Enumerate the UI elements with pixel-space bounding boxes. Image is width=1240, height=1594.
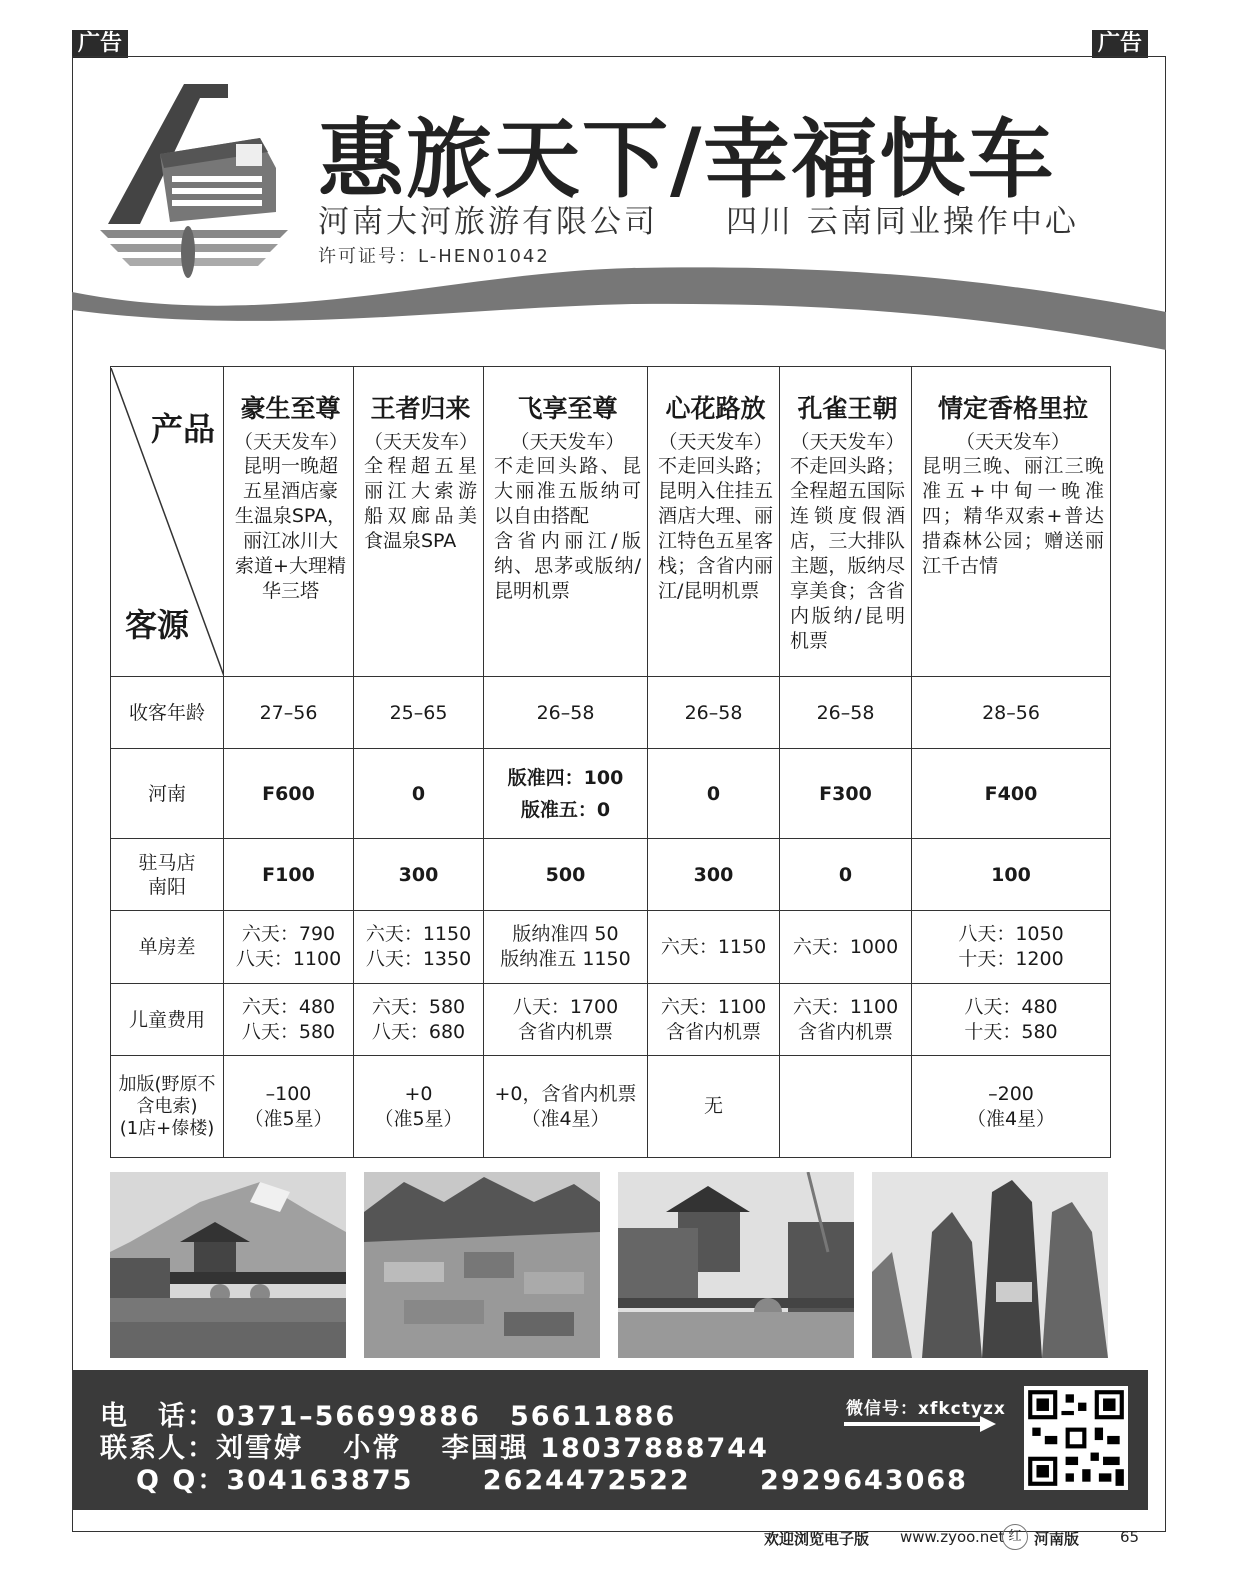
age-cell: 25–65 — [354, 677, 484, 749]
product-daily: （天天发车） — [510, 431, 625, 453]
child-fee-cell: 八天：480 十天：580 — [912, 984, 1111, 1056]
age-cell: 28–56 — [912, 677, 1111, 749]
product-daily: （天天发车） — [364, 431, 479, 453]
age-cell: 26–58 — [648, 677, 780, 749]
photo-old-town — [618, 1172, 854, 1358]
ad-title: 惠旅天下/幸福快车 — [318, 110, 1056, 210]
product-name: 情定香格里拉 — [937, 394, 1088, 423]
company-name: 河南大河旅游有限公司 — [318, 204, 658, 240]
upgrade-cell: 无 — [648, 1056, 780, 1158]
zhumadian-price: 300 — [648, 839, 780, 911]
henan-row — [111, 749, 1111, 839]
row-label-single-room: 单房差 — [111, 911, 224, 984]
photo-pagoda-lake — [110, 1172, 346, 1358]
child-row — [111, 984, 1111, 1056]
phone-number[interactable]: 0371–56699886 56611886 — [216, 1401, 677, 1432]
product-desc: 昆明一晚超五星酒店豪生温泉SPA，丽江冰川大索道+大理精华三塔 — [234, 455, 347, 602]
website-link[interactable]: www.zyoo.net — [900, 1528, 1005, 1546]
child-fee-cell: 八天：1700 含省内机票 — [484, 984, 648, 1056]
henan-price: F600 — [224, 749, 354, 839]
age-cell: 26–58 — [484, 677, 648, 749]
product-row — [111, 367, 1111, 677]
single-room-cell: 版纳准四 50 版纳准五 1150 — [484, 911, 648, 984]
single-room-cell: 六天：1150 — [648, 911, 780, 984]
corner-cell — [111, 367, 224, 677]
single-room-cell: 六天：1000 — [780, 911, 912, 984]
photo-strip — [110, 1172, 1110, 1358]
photo-stone-forest — [872, 1172, 1108, 1358]
upgrade-cell: +0，含省内机票 （准4星） — [484, 1056, 648, 1158]
single-room-cell: 六天：1150 八天：1350 — [354, 911, 484, 984]
zhumadian-price: F100 — [224, 839, 354, 911]
product-desc: 不走回头路；全程超五国际连锁度假酒店，三大排队主题，版纳尽享美食；含省内版纳/昆明机票 — [790, 455, 905, 652]
qr-code-icon[interactable] — [1024, 1386, 1128, 1490]
age-cell: 26–58 — [780, 677, 912, 749]
child-fee-cell: 六天：1100 含省内机票 — [780, 984, 912, 1056]
corner-label-source: 客源 — [125, 605, 190, 644]
single-room-cell: 八天：1050 十天：1200 — [912, 911, 1111, 984]
zhumadian-price: 0 — [780, 839, 912, 911]
edition-label: 河南版 — [1034, 1530, 1080, 1548]
product-cell — [224, 367, 354, 677]
license-number: 许可证号：L-HEN01042 — [318, 246, 550, 267]
product-cell — [780, 367, 912, 677]
product-name: 飞享至尊 — [517, 394, 618, 423]
photo-terraced-fields — [364, 1172, 600, 1358]
child-fee-cell: 六天：580 八天：680 — [354, 984, 484, 1056]
product-daily: （天天发车） — [790, 431, 905, 453]
product-cell — [484, 367, 648, 677]
product-desc: 昆明三晚、丽江三晚准五+中甸一晚准四；精华双索+普达措森林公园；赠送丽江千古情 — [922, 455, 1104, 577]
product-desc: 不走回头路；昆明入住挂五酒店大理、丽江特色五星客栈；含省内丽江/昆明机票 — [658, 455, 773, 602]
qq-line — [136, 1458, 968, 1497]
henan-price: F400 — [912, 749, 1111, 839]
contact-names: 刘雪婷 小常 李国强 18037888744 — [216, 1433, 769, 1464]
henan-price: F300 — [780, 749, 912, 839]
child-fee-cell: 六天：1100 含省内机票 — [648, 984, 780, 1056]
single-room-cell: 六天：790 八天：1100 — [224, 911, 354, 984]
henan-price: 0 — [354, 749, 484, 839]
upgrade-cell — [780, 1056, 912, 1158]
welcome-text: 欢迎浏览电子版 — [764, 1530, 870, 1548]
product-name: 心花路放 — [665, 394, 766, 423]
zhumadian-price: 500 — [484, 839, 648, 911]
child-fee-cell: 六天：480 八天：580 — [224, 984, 354, 1056]
product-name: 王者归来 — [370, 394, 471, 423]
single-room-row — [111, 911, 1111, 984]
row-label-age: 收客年龄 — [111, 677, 224, 749]
upgrade-cell: +0 （准5星） — [354, 1056, 484, 1158]
ad-tag-right: 广告 — [1092, 30, 1148, 58]
qq-label: Q Q： — [136, 1465, 227, 1496]
age-row — [111, 677, 1111, 749]
product-name: 孔雀王朝 — [797, 394, 898, 423]
zhumadian-price: 100 — [912, 839, 1111, 911]
product-daily: （天天发车） — [234, 431, 349, 453]
product-name: 豪生至尊 — [240, 394, 341, 423]
row-label-henan: 河南 — [111, 749, 224, 839]
corner-label-product: 产品 — [150, 409, 215, 448]
product-desc: 全程超五星丽江大索游船双廊品美食温泉SPA — [364, 455, 477, 552]
upgrade-cell: –200 （准4星） — [912, 1056, 1111, 1158]
henan-price: 版准四：100 版准五：0 — [484, 749, 648, 839]
product-cell — [912, 367, 1111, 677]
contact-label: 联系人： — [100, 1433, 216, 1464]
upgrade-cell: –100 （准5星） — [224, 1056, 354, 1158]
edition-badge-icon: 红 — [1002, 1524, 1028, 1550]
product-daily: （天天发车） — [658, 431, 773, 453]
zhumadian-row — [111, 839, 1111, 911]
zhumadian-price: 300 — [354, 839, 484, 911]
row-label-zhumadian: 驻马店 南阳 — [111, 839, 224, 911]
product-daily: （天天发车） — [955, 431, 1070, 453]
phone-label: 电 话： — [100, 1401, 216, 1432]
product-cell — [354, 367, 484, 677]
arrow-right-icon — [844, 1416, 996, 1432]
decorative-swoosh — [72, 232, 1166, 362]
product-table — [110, 366, 1111, 1158]
wechat-id: 微信号：xfkctyzx — [846, 1399, 1006, 1419]
ad-tag-left: 广告 — [72, 30, 128, 58]
contact-footer — [72, 1370, 1148, 1510]
upgrade-row — [111, 1056, 1111, 1158]
product-desc: 不走回头路、昆大丽准五版纳可以自由搭配 含省内丽江/版纳、思茅或版纳/昆明机票 — [494, 455, 641, 602]
operation-center: 四川 云南同业操作中心 — [726, 204, 1079, 240]
henan-price: 0 — [648, 749, 780, 839]
qq-numbers: 304163875 2624472522 2929643068 — [226, 1465, 968, 1496]
row-label-child: 儿童费用 — [111, 984, 224, 1056]
row-label-upgrade: 加版(野原不含电索) (1店+傣楼) — [111, 1056, 224, 1158]
product-cell — [648, 367, 780, 677]
age-cell: 27–56 — [224, 677, 354, 749]
page-number: 65 — [1120, 1528, 1140, 1546]
